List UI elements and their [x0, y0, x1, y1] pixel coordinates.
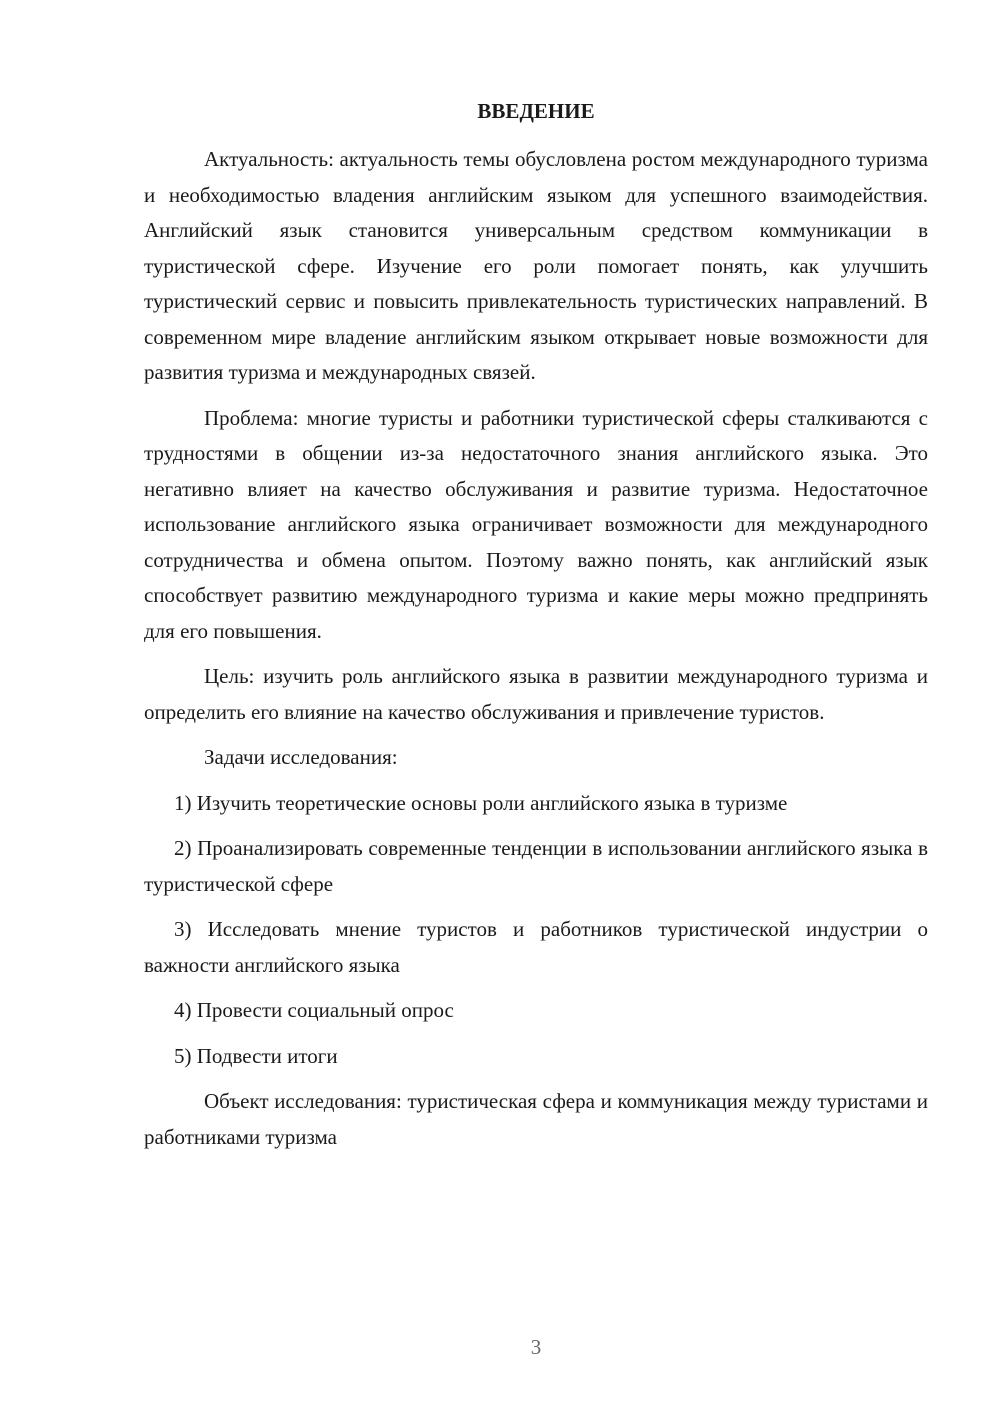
- task-item-2: 2) Проанализировать современные тенденции в использовании английского языка в туристической сфере: [144, 836, 928, 896]
- page-number: 3: [530, 1335, 542, 1359]
- paragraph-relevance: Актуальность: актуальность темы обусловлена ростом международного туризма и необходимостью владения английским языком для успешного взаимодействия. Английский язык становится универсальным средством коммуникации в туристической сфере. Изучение его роли помогает понять, как улучшить туристический сервис и повысить привлекательность туристических направлений. В современном мире владение английским языком открывает новые возможности для развития туризма и международных связей.: [144, 147, 928, 384]
- page-title: ВВЕДЕНИЕ: [477, 99, 595, 123]
- paragraph-goal: Цель: изучить роль английского языка в развитии международного туризма и определить его влияние на качество обслуживания и привлечение туристов.: [144, 664, 928, 724]
- paragraph-object: Объект исследования: туристическая сфера и коммуникация между туристами и работниками туризма: [144, 1089, 928, 1149]
- paragraph-tasks-heading: Задачи исследования:: [204, 745, 398, 769]
- document-body: [144, 142, 928, 1165]
- task-item-4: 4) Провести социальный опрос: [174, 998, 454, 1022]
- task-item-3: 3) Исследовать мнение туристов и работников туристической индустрии о важности английского языка: [144, 917, 928, 977]
- task-item-1: 1) Изучить теоретические основы роли английского языка в туризме: [174, 790, 788, 815]
- task-item-5: 5) Подвести итоги: [174, 1043, 338, 1068]
- paragraph-problem: Проблема: многие туристы и работники туристической сферы сталкиваются с трудностями в общении из-за недостаточного знания английского языка. Это негативно влияет на качество обслуживания и развитие туризма. Недостаточное использование английского языка ограничивает возможности для международного сотрудничества и обмена опытом. Поэтому важно понять, как английский язык способствует развитию международного туризма и какие меры можно предпринять для его повышения.: [144, 405, 928, 643]
